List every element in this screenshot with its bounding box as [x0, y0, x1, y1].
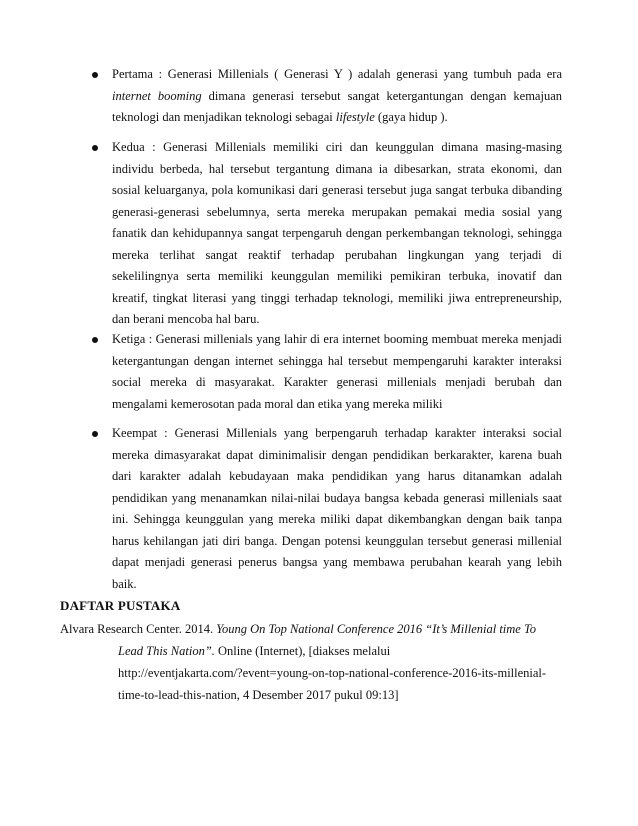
bullet-icon — [92, 145, 98, 151]
bullet-tail-text: (gaya hidup ). — [374, 110, 448, 124]
bullet-paragraph: Ketiga : Generasi millenials yang lahir di era internet booming membuat mereka menjadi ketergantungan dengan internet sehingga hal tersebut mempengaruhi karakter interaksi social mereka di masyarakat. Karakter generasi millenials menjadi berubah dan mengalami kemerosotan pada moral dan etika yang mereka miliki — [112, 332, 562, 411]
bullet-icon — [92, 431, 98, 437]
bullet-paragraph: Kedua : Generasi Millenials memiliki ciri dan keunggulan dimana masing-masing individu berbeda, hal tersebut tergantung dimana ia dibesarkan, strata ekonomi, dan sosial keluarganya, pola komunikasi dari generasi tersebut juga sangat terbuka dibanding generasi-generasi sebelumnya, serta mereka merupakan pemakai media sosial yang fanatik dan kehidupannya sangat terpengaruh dengan perkembangan teknologi, sehingga mereka terlihat sangat reaktif terhadap perubahan lingkungan yang terjadi di sekelilingnya serta memiliki keunggulan memiliki pemikiran terbuka, inovatif dan kreatif, tingkat literasi yang tinggi terhadap teknologi, memiliki jiwa entrepreneurship, dan berani mencoba hal baru. — [112, 140, 562, 326]
bullet-paragraph — [112, 64, 562, 129]
reference-url-line-end: time-to-lead-this-nation, 4 Desember 2017 pukul 09:13] — [118, 688, 399, 702]
reference-author: Alvara Research Center. 2014. — [60, 622, 217, 636]
references-heading: DAFTAR PUSTAKA — [60, 598, 181, 613]
reference-url-line[interactable]: http://eventjakarta.com/?event=young-on-top-national-conference-2016-its-millenial- — [118, 666, 547, 680]
reference-first-line — [60, 618, 562, 662]
reference-entry — [60, 618, 562, 706]
bullet-italic-term: lifestyle — [335, 110, 375, 124]
bullet-icon — [92, 337, 98, 343]
bullet-italic-term: internet booming — [112, 88, 202, 103]
reference-title: Young On Top National Conference 2016 “It’s Millenial time To Lead This Nation”. — [118, 622, 537, 658]
bullet-paragraph: Keempat : Generasi Millenials yang berpengaruh terhadap karakter interaksi social mereka dimasyarakat dapat diminimalisir dengan pendidikan berkarakter, karena buah dari karakter adalah kebudayaan maka pendidikan yang harus ditanamkan adalah pendidikan yang menanamkan nilai-nilai budaya bangsa kebada generasi millenials saat ini. Sehingga keunggulan yang mereka miliki dapat dikembangkan dengan baik tanpa harus kehilangan jati diri banga. Dengan potensi keunggulan tersebut generasi millenial dapat menjadi generasi penerus bangsa yang membawa perubahan kearah yang lebih baik. — [112, 426, 562, 591]
reference-medium: Online (Internet), [diakses melalui — [218, 644, 391, 658]
bullet-lead-text: Pertama : Generasi Millenials ( Generasi Y ) adalah generasi yang tumbuh pada era — [112, 67, 562, 81]
bullet-mid-text: dimana generasi tersebut sangat ketergantungan dengan kemajuan teknologi dan menjadikan teknologi sebagai — [112, 88, 562, 124]
bullet-icon — [92, 72, 98, 78]
